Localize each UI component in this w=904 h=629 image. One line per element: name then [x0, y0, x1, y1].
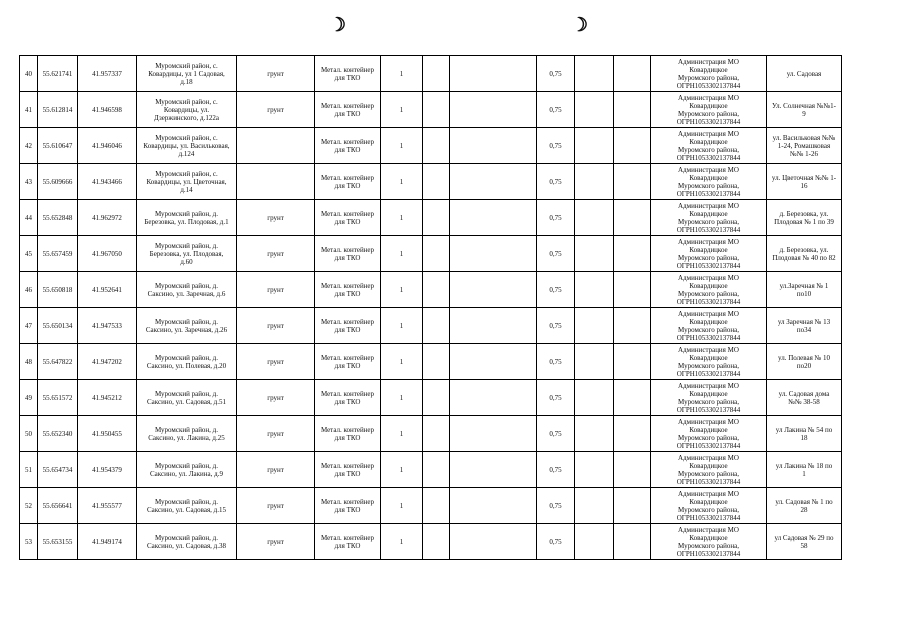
empty-cell-b-cell [450, 164, 537, 200]
table-row [20, 200, 842, 236]
empty-cell-d-cell [614, 56, 651, 92]
longitude-cell: 41.947202 [78, 344, 137, 380]
row-number-cell: 41 [20, 92, 38, 128]
empty-cell-d-cell [614, 488, 651, 524]
container-count-cell: 1 [381, 380, 423, 416]
empty-cell-a-cell [423, 308, 450, 344]
container-type-cell: Метал. контейнер для ТКО [315, 56, 381, 92]
container-volume-cell: 0,75 [537, 524, 575, 560]
latitude-cell: 55.652848 [38, 200, 78, 236]
served-streets-cell: ул. Цветочная №№ 1- 16 [767, 164, 842, 200]
table-row [20, 524, 842, 560]
empty-cell-a-cell [423, 272, 450, 308]
surface-type-cell: грунт [237, 380, 315, 416]
latitude-cell: 55.650134 [38, 308, 78, 344]
table-row [20, 92, 842, 128]
container-count-cell: 1 [381, 344, 423, 380]
empty-cell-a-cell [423, 92, 450, 128]
surface-type-cell: грунт [237, 452, 315, 488]
empty-cell-c-cell [575, 56, 614, 92]
surface-type-cell [237, 164, 315, 200]
latitude-cell: 55.609666 [38, 164, 78, 200]
empty-cell-a-cell [423, 380, 450, 416]
administration-cell: Администрация МО Ковардицкое Муромского района, ОГРН1053302137844 [651, 452, 767, 488]
empty-cell-a-cell [423, 488, 450, 524]
row-number-cell: 53 [20, 524, 38, 560]
container-count-cell: 1 [381, 128, 423, 164]
address-cell: Муромский район, с. Ковардицы, ул. Цветочная, д.14 [137, 164, 237, 200]
empty-cell-b-cell [450, 416, 537, 452]
empty-cell-b-cell [450, 308, 537, 344]
administration-cell: Администрация МО Ковардицкое Муромского района, ОГРН1053302137844 [651, 236, 767, 272]
address-cell: Муромский район, д. Саксино, ул. Лакина, д.9 [137, 452, 237, 488]
empty-cell-a-cell [423, 200, 450, 236]
empty-cell-d-cell [614, 200, 651, 236]
empty-cell-a-cell [423, 416, 450, 452]
container-type-cell: Метал. контейнер для ТКО [315, 236, 381, 272]
administration-cell: Администрация МО Ковардицкое Муромского района, ОГРН1053302137844 [651, 416, 767, 452]
container-count-cell: 1 [381, 164, 423, 200]
latitude-cell: 55.652340 [38, 416, 78, 452]
container-count-cell: 1 [381, 236, 423, 272]
container-volume-cell: 0,75 [537, 488, 575, 524]
administration-cell: Администрация МО Ковардицкое Муромского района, ОГРН1053302137844 [651, 488, 767, 524]
address-cell: Муромский район, д. Саксино, ул. Заречная, д.6 [137, 272, 237, 308]
served-streets-cell: ул. Полевая № 10 по20 [767, 344, 842, 380]
surface-type-cell: грунт [237, 488, 315, 524]
row-number-cell: 43 [20, 164, 38, 200]
longitude-cell: 41.967050 [78, 236, 137, 272]
address-cell: Муромский район, с. Ковардицы, ул. Васильковая, д.124 [137, 128, 237, 164]
empty-cell-b-cell [450, 452, 537, 488]
container-type-cell: Метал. контейнер для ТКО [315, 164, 381, 200]
row-number-cell: 50 [20, 416, 38, 452]
empty-cell-d-cell [614, 344, 651, 380]
empty-cell-d-cell [614, 236, 651, 272]
address-cell: Муромский район, д. Саксино, ул. Садовая, д.51 [137, 380, 237, 416]
latitude-cell: 55.650818 [38, 272, 78, 308]
address-cell: Муромский район, д. Березовка, ул. Плодовая, д.1 [137, 200, 237, 236]
row-number-cell: 48 [20, 344, 38, 380]
container-count-cell: 1 [381, 56, 423, 92]
served-streets-cell: ул. Садовая № 1 по 28 [767, 488, 842, 524]
served-streets-cell: ул. Садовая дома №№ 38-58 [767, 380, 842, 416]
administration-cell: Администрация МО Ковардицкое Муромского района, ОГРН1053302137844 [651, 56, 767, 92]
container-volume-cell: 0,75 [537, 380, 575, 416]
table-row [20, 56, 842, 92]
container-count-cell: 1 [381, 524, 423, 560]
empty-cell-d-cell [614, 128, 651, 164]
container-volume-cell: 0,75 [537, 56, 575, 92]
empty-cell-c-cell [575, 452, 614, 488]
empty-cell-b-cell [450, 200, 537, 236]
empty-cell-b-cell [450, 272, 537, 308]
address-cell: Муромский район, д. Саксино, ул. Полевая, д.20 [137, 344, 237, 380]
container-type-cell: Метал. контейнер для ТКО [315, 200, 381, 236]
row-number-cell: 45 [20, 236, 38, 272]
row-number-cell: 40 [20, 56, 38, 92]
empty-cell-c-cell [575, 272, 614, 308]
table-row [20, 344, 842, 380]
empty-cell-d-cell [614, 416, 651, 452]
container-type-cell: Метал. контейнер для ТКО [315, 272, 381, 308]
container-sites-table [19, 55, 842, 560]
container-volume-cell: 0,75 [537, 416, 575, 452]
empty-cell-d-cell [614, 272, 651, 308]
served-streets-cell: Ул. Солнечная №№1- 9 [767, 92, 842, 128]
longitude-cell: 41.946046 [78, 128, 137, 164]
empty-cell-c-cell [575, 164, 614, 200]
table-row [20, 416, 842, 452]
surface-type-cell: грунт [237, 236, 315, 272]
row-number-cell: 47 [20, 308, 38, 344]
empty-cell-b-cell [450, 488, 537, 524]
surface-type-cell: грунт [237, 200, 315, 236]
served-streets-cell: ул Лакина № 18 по 1 [767, 452, 842, 488]
empty-cell-d-cell [614, 380, 651, 416]
container-type-cell: Метал. контейнер для ТКО [315, 92, 381, 128]
table-row [20, 308, 842, 344]
row-number-cell: 52 [20, 488, 38, 524]
longitude-cell: 41.954379 [78, 452, 137, 488]
row-number-cell: 49 [20, 380, 38, 416]
table-row [20, 164, 842, 200]
address-cell: Муромский район, с. Ковардицы, ул. Дзержинского, д.122а [137, 92, 237, 128]
latitude-cell: 55.647822 [38, 344, 78, 380]
container-type-cell: Метал. контейнер для ТКО [315, 344, 381, 380]
container-count-cell: 1 [381, 488, 423, 524]
empty-cell-b-cell [450, 92, 537, 128]
administration-cell: Администрация МО Ковардицкое Муромского района, ОГРН1053302137844 [651, 380, 767, 416]
surface-type-cell: грунт [237, 56, 315, 92]
binding-mark-left: ☽ [329, 15, 347, 36]
empty-cell-a-cell [423, 128, 450, 164]
empty-cell-c-cell [575, 236, 614, 272]
container-count-cell: 1 [381, 272, 423, 308]
surface-type-cell: грунт [237, 92, 315, 128]
container-volume-cell: 0,75 [537, 452, 575, 488]
empty-cell-b-cell [450, 344, 537, 380]
surface-type-cell: грунт [237, 524, 315, 560]
table-body [20, 56, 842, 560]
empty-cell-b-cell [450, 380, 537, 416]
served-streets-cell: ул Садовая № 29 по 58 [767, 524, 842, 560]
binding-mark-right: ☽ [571, 15, 589, 36]
empty-cell-d-cell [614, 164, 651, 200]
latitude-cell: 55.657459 [38, 236, 78, 272]
container-type-cell: Метал. контейнер для ТКО [315, 380, 381, 416]
empty-cell-d-cell [614, 452, 651, 488]
administration-cell: Администрация МО Ковардицкое Муромского района, ОГРН1053302137844 [651, 524, 767, 560]
container-type-cell: Метал. контейнер для ТКО [315, 416, 381, 452]
table-row [20, 380, 842, 416]
administration-cell: Администрация МО Ковардицкое Муромского района, ОГРН1053302137844 [651, 308, 767, 344]
empty-cell-a-cell [423, 164, 450, 200]
container-volume-cell: 0,75 [537, 272, 575, 308]
container-count-cell: 1 [381, 416, 423, 452]
row-number-cell: 42 [20, 128, 38, 164]
container-type-cell: Метал. контейнер для ТКО [315, 308, 381, 344]
longitude-cell: 41.945212 [78, 380, 137, 416]
container-type-cell: Метал. контейнер для ТКО [315, 488, 381, 524]
container-volume-cell: 0,75 [537, 200, 575, 236]
latitude-cell: 55.612814 [38, 92, 78, 128]
longitude-cell: 41.946598 [78, 92, 137, 128]
address-cell: Муромский район, д. Саксино, ул. Заречная, д.26 [137, 308, 237, 344]
table-row [20, 272, 842, 308]
surface-type-cell: грунт [237, 308, 315, 344]
surface-type-cell: грунт [237, 416, 315, 452]
empty-cell-b-cell [450, 56, 537, 92]
address-cell: Муромский район, д. Саксино, ул. Садовая, д.38 [137, 524, 237, 560]
table-row [20, 488, 842, 524]
served-streets-cell: ул Лакина № 54 по 18 [767, 416, 842, 452]
table-row [20, 236, 842, 272]
address-cell: Муромский район, д. Саксино, ул. Садовая, д.15 [137, 488, 237, 524]
empty-cell-c-cell [575, 128, 614, 164]
served-streets-cell: ул. Васильковая №№ 1-24, Ромашковая №№ 1-26 [767, 128, 842, 164]
administration-cell: Администрация МО Ковардицкое Муромского района, ОГРН1053302137844 [651, 200, 767, 236]
served-streets-cell: ул. Садовая [767, 56, 842, 92]
empty-cell-c-cell [575, 380, 614, 416]
surface-type-cell: грунт [237, 344, 315, 380]
administration-cell: Администрация МО Ковардицкое Муромского района, ОГРН1053302137844 [651, 344, 767, 380]
empty-cell-d-cell [614, 92, 651, 128]
container-volume-cell: 0,75 [537, 164, 575, 200]
container-count-cell: 1 [381, 92, 423, 128]
empty-cell-b-cell [450, 128, 537, 164]
address-cell: Муромский район, д. Саксино, ул. Лакина, д.25 [137, 416, 237, 452]
container-volume-cell: 0,75 [537, 308, 575, 344]
empty-cell-a-cell [423, 56, 450, 92]
empty-cell-c-cell [575, 488, 614, 524]
empty-cell-b-cell [450, 236, 537, 272]
empty-cell-c-cell [575, 416, 614, 452]
container-type-cell: Метал. контейнер для ТКО [315, 524, 381, 560]
row-number-cell: 44 [20, 200, 38, 236]
container-volume-cell: 0,75 [537, 236, 575, 272]
administration-cell: Администрация МО Ковардицкое Муромского района, ОГРН1053302137844 [651, 164, 767, 200]
latitude-cell: 55.610647 [38, 128, 78, 164]
empty-cell-c-cell [575, 200, 614, 236]
row-number-cell: 51 [20, 452, 38, 488]
latitude-cell: 55.654734 [38, 452, 78, 488]
served-streets-cell: д. Березовка, ул. Плодовая № 1 по 39 [767, 200, 842, 236]
longitude-cell: 41.955577 [78, 488, 137, 524]
served-streets-cell: ул Заречная № 13 по34 [767, 308, 842, 344]
longitude-cell: 41.952641 [78, 272, 137, 308]
served-streets-cell: ул.Заречная № 1 по10 [767, 272, 842, 308]
empty-cell-a-cell [423, 344, 450, 380]
latitude-cell: 55.653155 [38, 524, 78, 560]
empty-cell-a-cell [423, 236, 450, 272]
empty-cell-a-cell [423, 452, 450, 488]
surface-type-cell: грунт [237, 272, 315, 308]
empty-cell-c-cell [575, 344, 614, 380]
empty-cell-d-cell [614, 308, 651, 344]
table-row [20, 452, 842, 488]
container-count-cell: 1 [381, 200, 423, 236]
longitude-cell: 41.949174 [78, 524, 137, 560]
empty-cell-d-cell [614, 524, 651, 560]
row-number-cell: 46 [20, 272, 38, 308]
container-type-cell: Метал. контейнер для ТКО [315, 128, 381, 164]
served-streets-cell: д. Березовка, ул. Плодовая № 40 по 82 [767, 236, 842, 272]
administration-cell: Администрация МО Ковардицкое Муромского района, ОГРН1053302137844 [651, 272, 767, 308]
empty-cell-c-cell [575, 308, 614, 344]
container-volume-cell: 0,75 [537, 92, 575, 128]
container-volume-cell: 0,75 [537, 344, 575, 380]
address-cell: Муромский район, с. Ковардицы, ул 1 Садовая, д.18 [137, 56, 237, 92]
longitude-cell: 41.947533 [78, 308, 137, 344]
empty-cell-c-cell [575, 92, 614, 128]
address-cell: Муромский район, д. Березовка, ул. Плодовая, д.60 [137, 236, 237, 272]
empty-cell-a-cell [423, 524, 450, 560]
latitude-cell: 55.621741 [38, 56, 78, 92]
container-type-cell: Метал. контейнер для ТКО [315, 452, 381, 488]
surface-type-cell [237, 128, 315, 164]
container-count-cell: 1 [381, 452, 423, 488]
longitude-cell: 41.950455 [78, 416, 137, 452]
container-volume-cell: 0,75 [537, 128, 575, 164]
table-row [20, 128, 842, 164]
latitude-cell: 55.656641 [38, 488, 78, 524]
empty-cell-b-cell [450, 524, 537, 560]
longitude-cell: 41.962972 [78, 200, 137, 236]
administration-cell: Администрация МО Ковардицкое Муромского района, ОГРН1053302137844 [651, 92, 767, 128]
administration-cell: Администрация МО Ковардицкое Муромского района, ОГРН1053302137844 [651, 128, 767, 164]
longitude-cell: 41.957337 [78, 56, 137, 92]
container-count-cell: 1 [381, 308, 423, 344]
empty-cell-c-cell [575, 524, 614, 560]
latitude-cell: 55.651572 [38, 380, 78, 416]
longitude-cell: 41.943466 [78, 164, 137, 200]
